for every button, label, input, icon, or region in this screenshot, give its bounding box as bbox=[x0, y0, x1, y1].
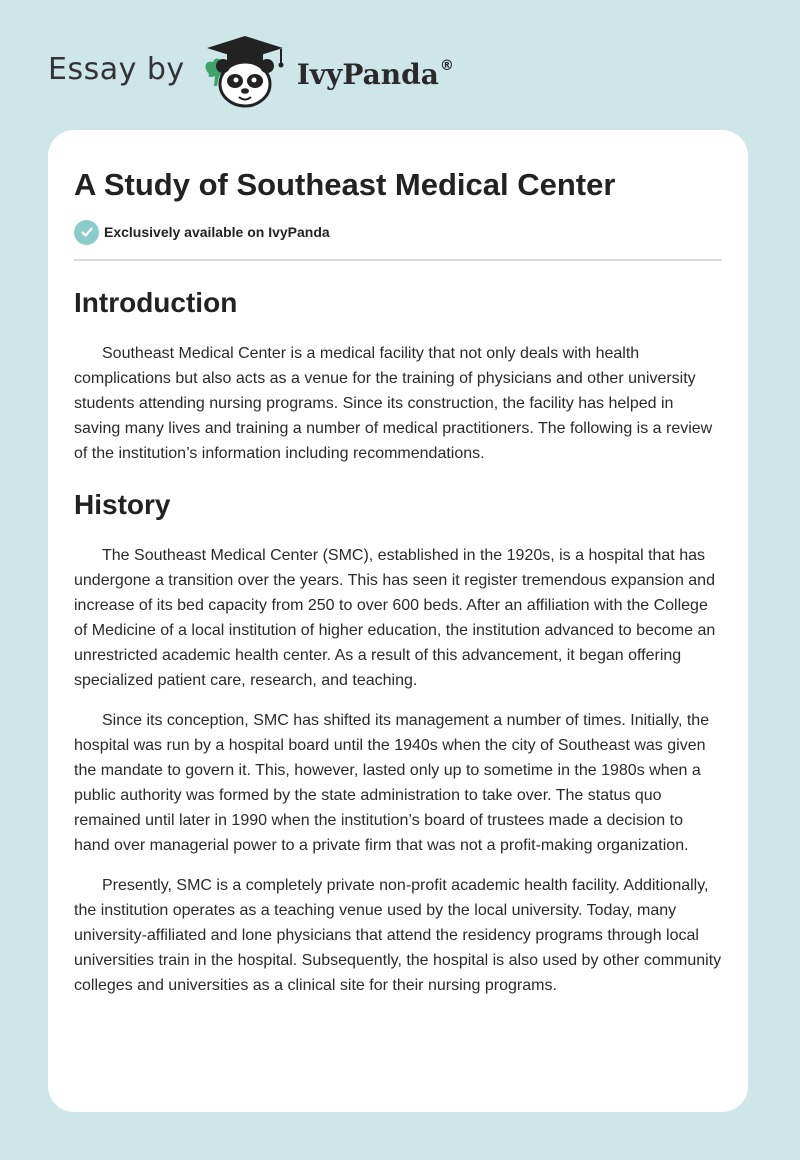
section-heading: History bbox=[74, 489, 171, 520]
article-title: A Study of Southeast Medical Center bbox=[74, 167, 616, 202]
brand-name[interactable]: IvyPanda® bbox=[296, 57, 454, 91]
section-introduction bbox=[74, 286, 722, 466]
article-card bbox=[48, 130, 748, 1112]
exclusive-label: Exclusively available on IvyPanda bbox=[104, 224, 330, 240]
paragraph: Presently, SMC is a completely private non-profit academic health facility. Additionally, the institution operates as a teaching venue used by the local university. Today, many university-affiliated and lone physicians that attend the residency programs through local universities train in the hospital. Subsequently, the hospital is also used by other community colleges and universities as a clinical site for their nursing programs. bbox=[74, 877, 722, 994]
site-header bbox=[48, 34, 454, 110]
registered-mark: ® bbox=[439, 57, 454, 74]
check-circle-icon bbox=[74, 220, 99, 245]
section-heading: Introduction bbox=[74, 287, 238, 318]
paragraph: The Southeast Medical Center (SMC), established in the 1920s, is a hospital that has undergone a transition over the years. This has seen it register tremendous expansion and increase of its bed capacity from 250 to over 600 beds. After an affiliation with the College of Medicine of a local institution of higher education, the institution advanced to become an unrestricted academic health center. As a result of this advancement, it began offering specialized patient care, research, and teaching. bbox=[74, 547, 716, 689]
title-divider bbox=[74, 259, 722, 261]
section-history bbox=[74, 488, 722, 998]
essay-by-label: Essay by bbox=[48, 51, 185, 87]
paragraph: Southeast Medical Center is a medical facility that not only deals with health complications but also acts as a venue for the training of physicians and other university students attending nursing programs. Since its construction, the facility has helped in saving many lives and training a number of medical practitioners. The following is a review of the institution’s information including recommendations. bbox=[74, 345, 713, 462]
exclusive-badge bbox=[74, 219, 722, 245]
paragraph: Since its conception, SMC has shifted its management a number of times. Initially, the hospital was run by a hospital board until the 1940s when the city of Southeast was given the mandate to govern it. This, however, lasted only up to sometime in the 1980s when a public authority was formed by the state administration to take over. The status quo remained until later in 1990 when the institution’s board of trustees made a decision to hand over managerial power to a private firm that was not a profit-making organization. bbox=[74, 712, 710, 854]
panda-graduate-icon[interactable] bbox=[199, 34, 291, 110]
